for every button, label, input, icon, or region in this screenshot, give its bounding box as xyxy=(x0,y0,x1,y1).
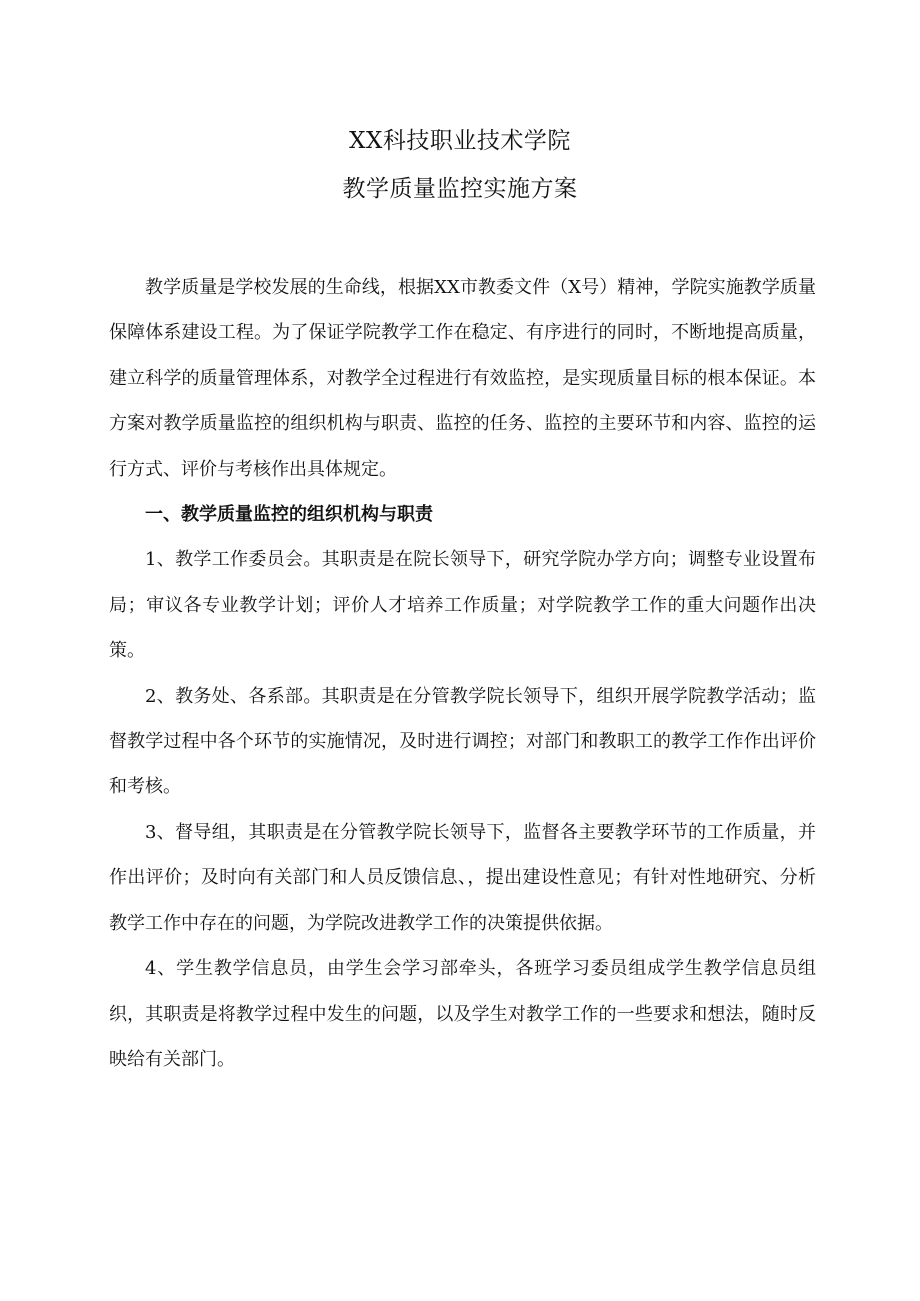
list-item-2: 2、教务处、各系部。其职责是在分管教学院长领导下，组织开展学院教学活动；监督教学过程中各个环节的实施情况，及时进行调控；对部门和教职工的教学工作作出评价和考核。 xyxy=(109,685,816,798)
list-item-4: 4、学生教学信息员，由学生会学习部牵头，各班学习委员组成学生教学信息员组织，其职责是将教学过程中发生的问题，以及学生对教学工作的一些要求和想法，随时反映给有关部门。 xyxy=(109,958,816,1070)
document-body xyxy=(109,265,816,1082)
intro-paragraph: 教学质量是学校发展的生命线，根据XX市教委文件（X号）精神，学院实施教学质量保障体系建设工程。为了保证学院教学工作在稳定、有序进行的同时，不断地提高质量，建立科学的质量管理体系，对教学全过程进行有效监控，是实现质量目标的根本保证。本方案对教学质量监控的组织机构与职责、监控的任务、监控的主要环节和内容、监控的运行方式、评价与考核作出具体规定。 xyxy=(109,277,816,480)
list-item-1: 1、教学工作委员会。其职责是在院长领导下，研究学院办学方向；调整专业设置布局；审议各专业教学计划；评价人才培养工作质量；对学院教学工作的重大问题作出决策。 xyxy=(109,549,816,662)
document-title-line2: 教学质量监控实施方案 xyxy=(342,176,578,202)
list-item-3: 3、督导组，其职责是在分管教学院长领导下，监督各主要教学环节的工作质量，并作出评价；及时向有关部门和人员反馈信息、，提出建设性意见；有针对性地研究、分析教学工作中存在的问题，为学院改进教学工作的决策提供依据。 xyxy=(109,821,816,934)
section-heading-1: 一、教学质量监控的组织机构与职责 xyxy=(145,504,433,526)
document-title-line1: XX科技职业技术学院 xyxy=(349,128,571,154)
